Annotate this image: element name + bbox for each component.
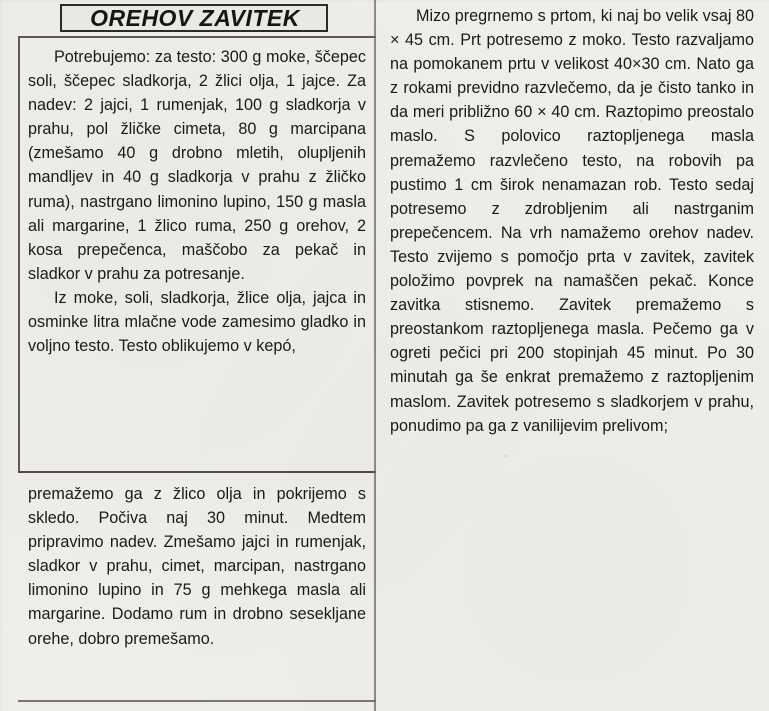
right-column <box>382 0 764 711</box>
scan-speck <box>120 250 122 252</box>
paragraph-dough-rest: premažemo ga z žlico olja in pokrijemo s skledo. Počiva naj 30 minut. Medtem pripravimo nadev. Zmešamo jajci in rumenjak, sladkor v prahu, cimet, marcipan, nastrgano limonino lupino in 75 g mehkega masla ali margarine. Dodamo rum in drobno sesekljane orehe, dobro premešamo. <box>28 485 366 648</box>
method-block <box>390 4 754 438</box>
column-divider <box>374 0 376 711</box>
ingredients-block <box>28 45 366 358</box>
left-column <box>8 0 368 711</box>
scan-speck <box>300 620 302 622</box>
frame-rule-top <box>18 36 376 38</box>
scan-speck <box>505 455 507 457</box>
frame-rule-left <box>18 36 20 473</box>
frame-rule-middle <box>18 471 376 473</box>
paragraph-method: Mizo pregrnemo s prtom, ki naj bo velik vsaj 80 × 45 cm. Prt potresemo z moko. Testo razvaljamo na pomokanem prtu v velikost 40×30 cm. Nato ga z rokami previdno razvlečemo, da je čisto tanko in da meri približno 60 × 40 cm. Raztopimo preostalo maslo. S polovico raztopljenega masla premažemo razvlečeno testo, na robovih pa pustimo 1 cm širok nenamazan rob. Testo sedaj potresemo z zdrobljenim ali nastrganim prepečencem. Na vrh namažemo orehov nadev. Testo zvijemo s pomočjo prta v zavitek, zavitek položimo povprek na namaščen pekač. Konce zavitka stisnemo. Zavitek premažemo s preostankom raztopljenega masla. Pečemo ga v ogreti pečici pri 200 stopinjah 45 minut. Po 30 minutah ga še enkrat premažemo z raztopljenim maslom. Zavitek potresemo s sladkorjem v prahu, ponudimo pa ga z vanilijevim prelivom; <box>390 7 754 435</box>
scan-speck <box>640 120 642 122</box>
dough-continuation-block <box>28 482 366 651</box>
paragraph-ingredients: Potrebujemo: za testo: 300 g moke, ščepec soli, ščepec sladkorja, 2 žlici olja, 1 jajce. Za nadev: 2 jajci, 1 rumenjak, 100 g sladkorja v prahu, pol žličke cimeta, 80 g marcipana (zmešamo 40 g drobno mletih, olupljenih mandljev in 40 g sladkorja v prahu z žličko ruma), nastrgano limonino lupino, 150 g masla ali margarine, 1 žlico ruma, 250 g orehov, 2 kosa prepečenca, maščobo za pekač in sladkor v prahu za potresanje. <box>28 48 366 283</box>
page-title: OREHOV ZAVITEK <box>90 5 300 31</box>
paragraph-dough-start: Iz moke, soli, sladkorja, žlice olja, jajca in osminke litra mlačne vode zamesimo gladko in voljno testo. Testo oblikujemo v kepó, <box>28 288 366 356</box>
frame-rule-bottom <box>18 700 376 702</box>
